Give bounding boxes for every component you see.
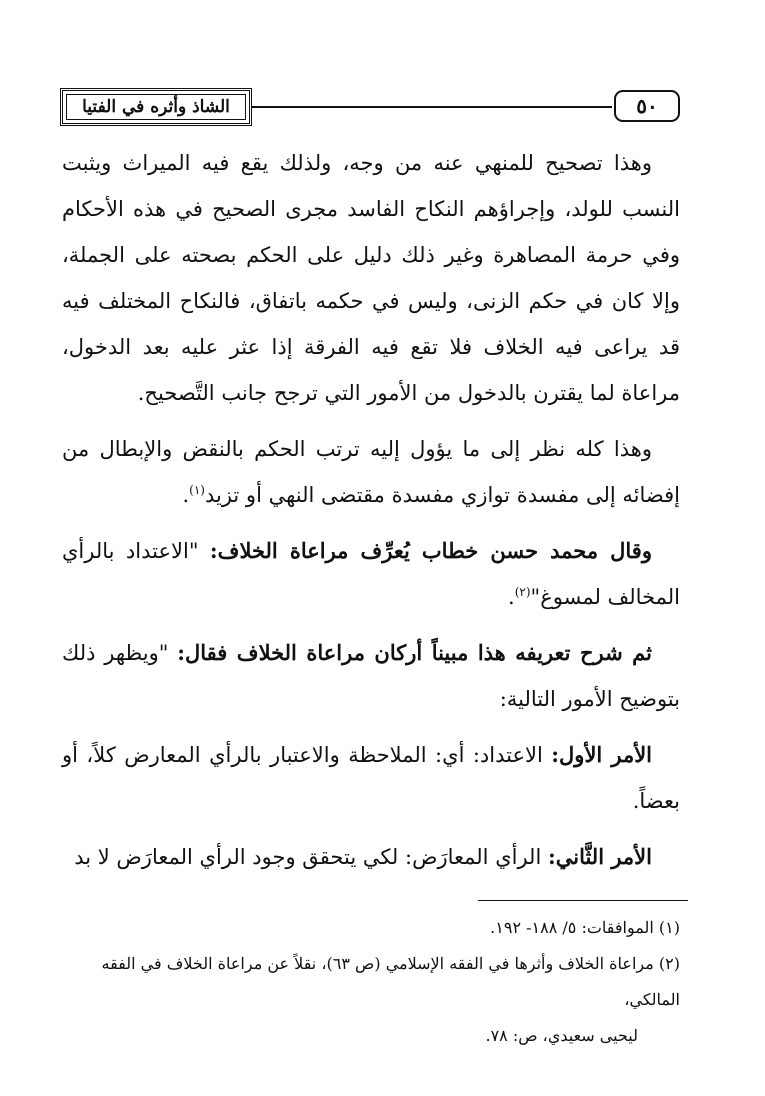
page-number: ٥٠ <box>614 90 680 122</box>
paragraph-3-bold: وقال محمد حسن خطاب يُعرِّف مراعاة الخلاف: <box>209 538 652 563</box>
paragraph-2 <box>62 426 680 518</box>
paragraph-4 <box>62 630 680 722</box>
footnote-separator <box>478 900 688 901</box>
paragraph-3 <box>62 528 680 620</box>
page-header <box>60 88 680 128</box>
footnote-ref-1: (١) <box>189 483 205 497</box>
paragraph-6-text: الرأي المعارَض: لكي يتحقق وجود الرأي المعارَض لا بد <box>74 845 548 869</box>
footnotes <box>62 910 680 1054</box>
paragraph-3-end: . <box>508 585 515 609</box>
running-title: الشاذ وأثره في الفتيا <box>60 88 252 126</box>
main-text <box>62 140 680 880</box>
paragraph-2-text: وهذا كله نظر إلى ما يؤول إليه ترتب الحكم بالنقض والإبطال من إفضائه إلى مفسدة توازي مفسدة مقتضى النهي أو تزيد <box>62 437 680 507</box>
footnote-1: (١) الموافقات: ٥/ ١٨٨- ١٩٢. <box>490 918 680 937</box>
paragraph-4-bold: ثم شرح تعريفه هذا مبيناً أركان مراعاة الخلاف فقال: <box>177 640 653 665</box>
paragraph-3-text: "الاعتداد بالرأي المخالف لمسوغ" <box>62 539 680 609</box>
paragraph-6-bold: الأمر الثَّاني: <box>547 844 652 869</box>
paragraph-5-bold: الأمر الأول: <box>551 742 653 767</box>
footnote-2-continued: ليحيى سعيدي، ص: ٧٨. <box>485 1026 638 1045</box>
paragraph-6 <box>62 834 680 880</box>
paragraph-5 <box>62 732 680 824</box>
paragraph-5-text: الاعتداد: أي: الملاحظة والاعتبار بالرأي المعارض كلاً، أو بعضاً. <box>62 743 680 813</box>
paragraph-2-end: . <box>182 483 190 507</box>
paragraph-1: وهذا تصحيح للمنهي عنه من وجه، ولذلك يقع فيه الميراث ويثبت النسب للولد، وإجراؤهم النكاح الفاسد مجرى الصحيح في هذه الأحكام وفي حرمة المصاهرة وغير ذلك دليل على الحكم بصحته على الجملة، وإلا كان في حكم الزنى، وليس في حكمه باتفاق، فالنكاح المختلف فيه قد يراعى فيه الخلاف فلا تقع فيه الفرقة إذا عثر عليه بعد الدخول، مراعاة لما يقترن بالدخول من الأمور التي ترجح جانب التَّصحيح. <box>62 151 680 405</box>
footnote-ref-2: (٢) <box>514 585 531 599</box>
paragraph-4-text: "ويظهر ذلك بتوضيح الأمور التالية: <box>62 641 680 711</box>
header-rule <box>252 106 612 108</box>
footnote-2: (٢) مراعاة الخلاف وأثرها في الفقه الإسلامي (ص ٦٣)، نقلاً عن مراعاة الخلاف في الفقه المالكي، <box>101 954 680 1009</box>
